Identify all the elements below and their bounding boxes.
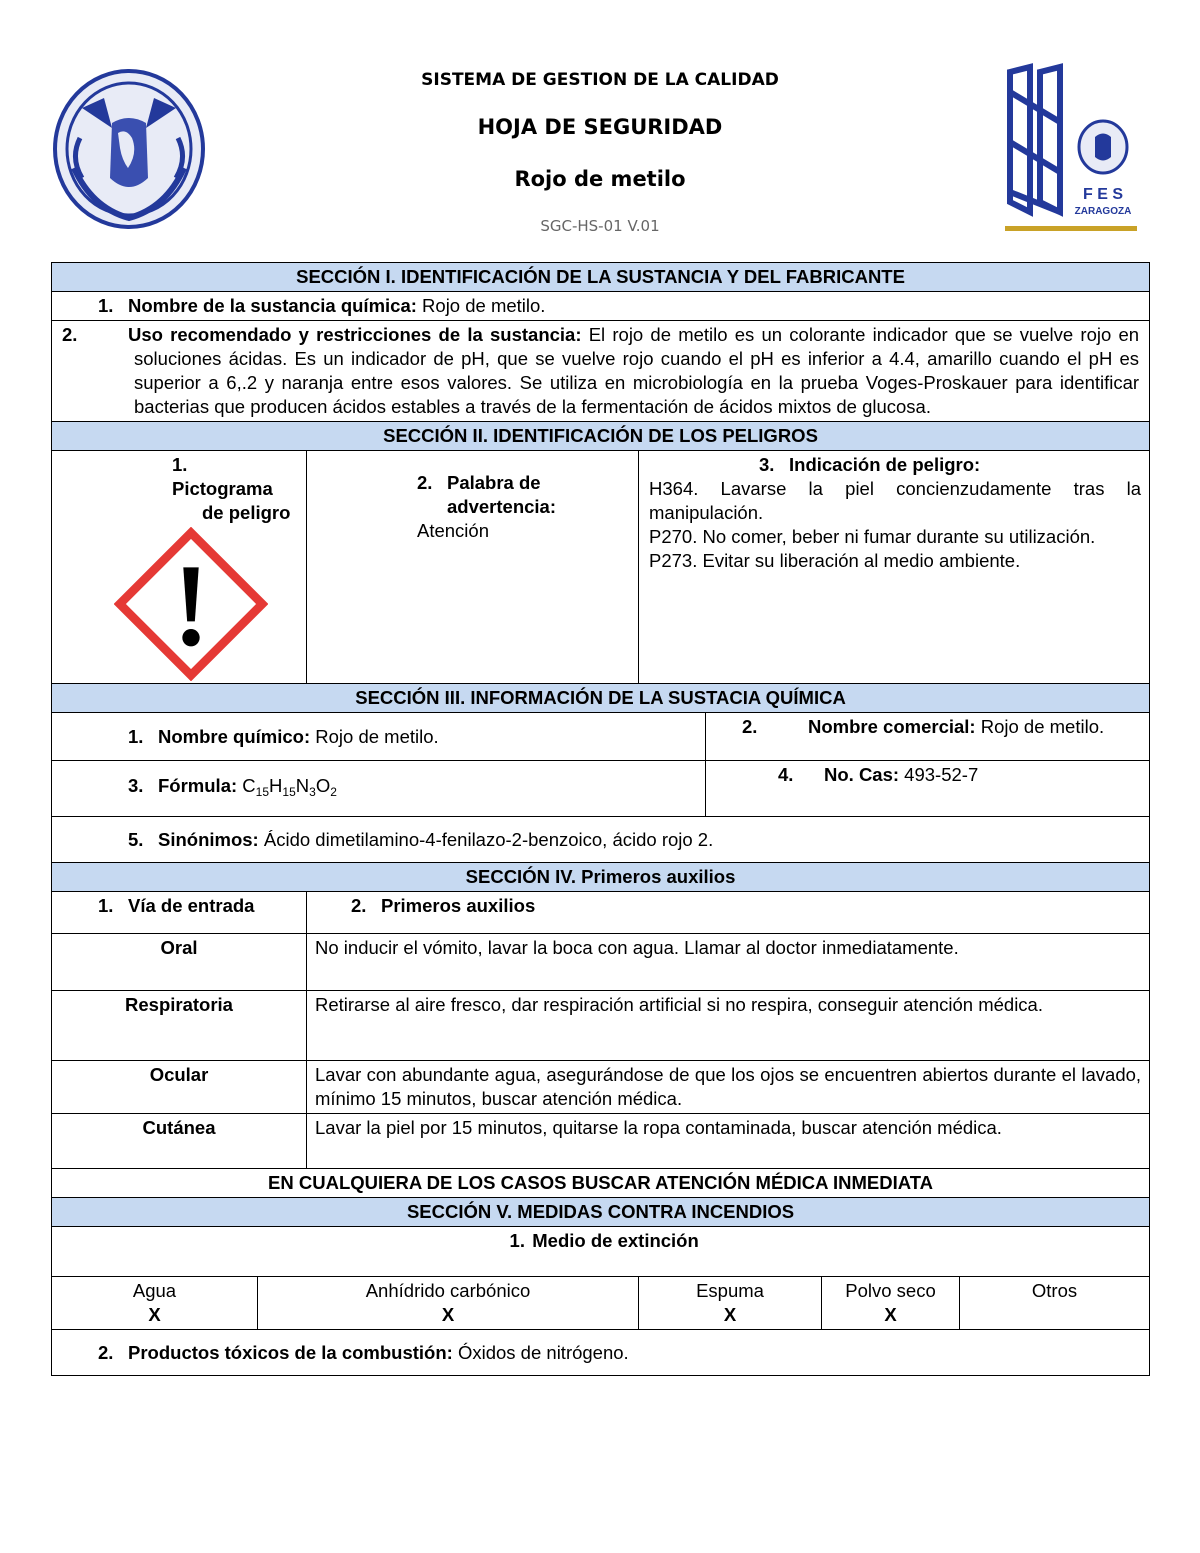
media-co2: Anhídrido carbónico X — [258, 1277, 639, 1330]
media-foam: Espuma X — [639, 1277, 822, 1330]
media-water: Agua X — [52, 1277, 258, 1330]
medical-attention-notice: EN CUALQUIERA DE LOS CASOS BUSCAR ATENCIÓN MÉDICA INMEDIATA — [52, 1169, 1150, 1198]
section-3-title: SECCIÓN III. INFORMACIÓN DE LA SUSTACIA QUÍMICA — [52, 684, 1150, 713]
section-5-title: SECCIÓN V. MEDIDAS CONTRA INCENDIOS — [52, 1198, 1150, 1227]
media-other: Otros — [960, 1277, 1150, 1330]
aid-oral: No inducir el vómito, lavar la boca con agua. Llamar al doctor inmediatamente. — [307, 934, 1150, 991]
col-route-header: 1. Vía de entrada — [52, 892, 307, 934]
document-code: SGC-HS-01 V.01 — [540, 217, 660, 235]
aid-ocular: Lavar con abundante agua, asegurándose de que los ojos se encuentren abiertos durante el lavado, mínimo 15 minutos, buscar atención médica. — [307, 1061, 1150, 1114]
sheet-title: HOJA DE SEGURIDAD — [477, 115, 723, 139]
signal-word: Atención — [417, 520, 489, 541]
signal-word-cell: 2. Palabra de advertencia: Atención — [307, 451, 639, 684]
statement-p270: P270. No comer, beber ni fumar durante su utilización. — [649, 526, 1096, 547]
unam-seal-icon — [52, 68, 206, 230]
hazard-statements-cell: 3. Indicación de peligro: H364. Lavarse la piel concienzudamente tras la manipulación. P270. No comer, beber ni fumar durante su utilización. P273. Evitar su liberación al medio ambiente. — [639, 451, 1150, 684]
safety-sheet-table — [51, 262, 1150, 1376]
route-ocular: Ocular — [52, 1061, 307, 1114]
section-1-title: SECCIÓN I. IDENTIFICACIÓN DE LA SUSTANCIA Y DEL FABRICANTE — [52, 263, 1150, 292]
s1-item-1: 1. Nombre de la sustancia química: Rojo de metilo. — [52, 292, 1150, 321]
svg-text:F E S: F E S — [1082, 186, 1124, 203]
aid-respiratory: Retirarse al aire fresco, dar respiración artificial si no respira, conseguir atención médica. — [307, 991, 1150, 1061]
route-skin: Cutánea — [52, 1114, 307, 1169]
section-4-title: SECCIÓN IV. Primeros auxilios — [52, 863, 1150, 892]
s3-synonyms: 5. Sinónimos: Ácido dimetilamino-4-fenilazo-2-benzoico, ácido rojo 2. — [52, 817, 1150, 863]
pictogram-cell: 1.Pictograma de peligro — [52, 451, 307, 684]
document-header — [0, 0, 1200, 255]
statement-h364: H364. Lavarse la piel concienzudamente tras la manipulación. — [649, 478, 1142, 523]
s3-cas-number: 4. No. Cas: 493-52-7 — [706, 761, 1150, 817]
statement-p273: P273. Evitar su liberación al medio ambiente. — [649, 550, 1021, 571]
s1-item-2: 2. Uso recomendado y restricciones de la sustancia: El rojo de metilo es un colorante indicador que se vuelve rojo en soluciones ácidas. Es un indicador de pH, que se vuelve rojo cuando el pH es inferior a 4.4, amarillo cuando el pH es superior a 6,.2 y naranja entre esos valores. Se utiliza en microbiología en la prueba Voges-Proskauer para identificar bacterias que producen ácidos estables a través de la fermentación de ácidos mixtos de glucosa. — [52, 321, 1150, 422]
aid-skin: Lavar la piel por 15 minutos, quitarse la ropa contaminada, buscar atención médica. — [307, 1114, 1150, 1169]
col-aid-header: 2. Primeros auxilios — [307, 892, 1150, 934]
svg-text:ZARAGOZA: ZARAGOZA — [1074, 206, 1132, 217]
combustion-products: 2. Productos tóxicos de la combustión: Óxidos de nitrógeno. — [52, 1330, 1150, 1376]
ghs-exclamation-icon — [114, 527, 268, 681]
extinction-media-header: 1. Medio de extinción — [52, 1227, 1150, 1277]
s3-formula: 3. Fórmula: $C_{15}H_{15}N_3O_2$ — [52, 761, 706, 817]
s3-chemical-name: 1. Nombre químico: Rojo de metilo. — [52, 713, 706, 761]
route-oral: Oral — [52, 934, 307, 991]
s3-trade-name: 2. Nombre comercial: Rojo de metilo. — [706, 713, 1150, 761]
route-respiratory: Respiratoria — [52, 991, 307, 1061]
media-dry-powder: Polvo seco X — [822, 1277, 960, 1330]
section-2-title: SECCIÓN II. IDENTIFICACIÓN DE LOS PELIGROS — [52, 422, 1150, 451]
system-title: SISTEMA DE GESTION DE LA CALIDAD — [421, 70, 779, 90]
substance-title: Rojo de metilo — [514, 167, 686, 191]
